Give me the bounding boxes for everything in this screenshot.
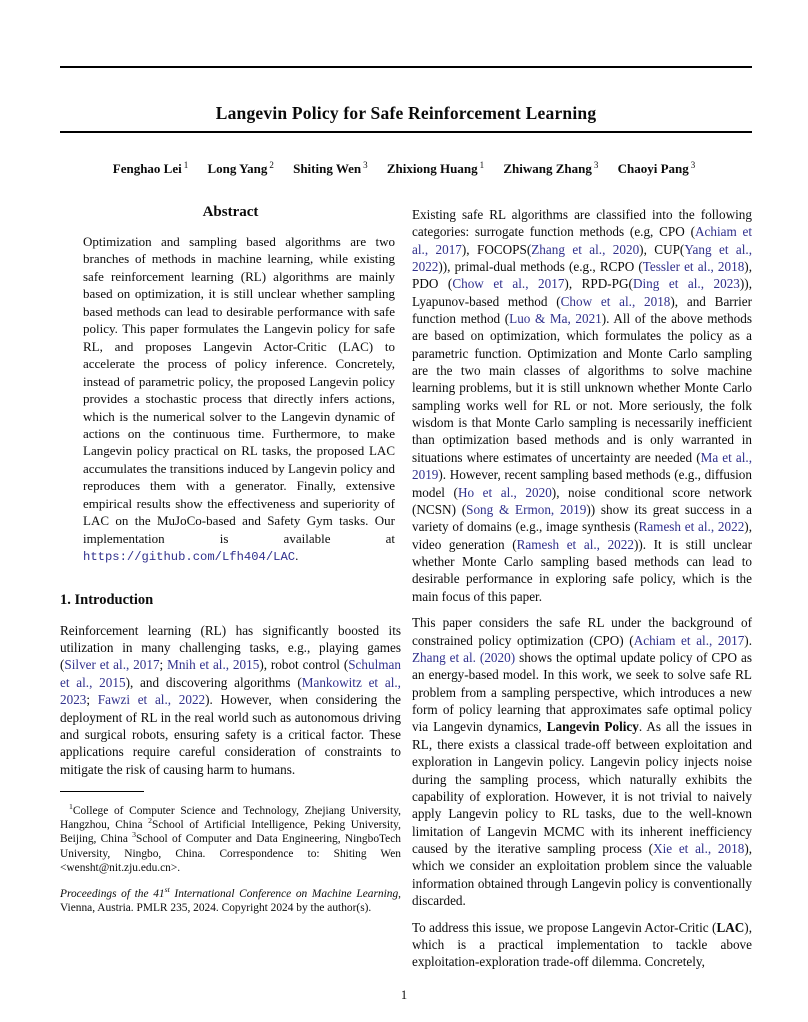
text-segment: ), which we consider an exploitation problem since the valuable information obtained through Langevin policy is conventionally discarded. [412, 840, 753, 908]
paragraph-to-address-this-issue [412, 919, 752, 971]
text-segment: ). [744, 632, 752, 648]
citation-link[interactable]: Zhang et al. (2020) [412, 650, 516, 666]
author-name: Chaoyi Pang [617, 161, 689, 177]
author [113, 161, 188, 176]
text-segment: )), primal-dual methods (e.g., RCPO ( [438, 259, 643, 275]
text-segment: 1 [69, 801, 73, 811]
page-number: 1 [400, 988, 408, 1002]
paragraph-this-paper-considers [412, 614, 752, 909]
title-rule-top [60, 66, 752, 68]
citation-link[interactable]: Ma et al., 2019 [412, 449, 752, 483]
author [387, 161, 484, 176]
author-name: Zhiwang Zhang [503, 161, 592, 177]
text-segment: This paper considers the safe RL under the background of constrained policy optimization (CPO) ( [412, 615, 752, 648]
text-segment: ), CUP( [639, 241, 685, 257]
text-segment: ), noise conditional score network (NCSN) ( [412, 484, 752, 517]
author-name: Long Yang [207, 161, 268, 177]
text-segment: ), FOCOPS( [461, 241, 532, 257]
text-segment: College of Computer Science and Technology, Zhejiang University, Hangzhou, China [60, 804, 401, 832]
text-segment: ), which is a practical implementation to tackle above exploitation-exploration trade-off dilemma. Concretely, [412, 919, 752, 970]
paragraph-existing-safe-rl [412, 206, 752, 605]
text-segment: LAC [716, 919, 745, 935]
text-segment: . [295, 548, 299, 564]
text-segment: ), and discovering algorithms ( [125, 674, 302, 690]
author-affiliation-sup: 3 [363, 160, 368, 170]
author-affiliation-sup: 1 [183, 160, 189, 170]
left-column [60, 204, 401, 927]
citation-link[interactable]: Xie et al., 2018 [653, 840, 745, 856]
section-heading-introduction: 1. Introduction [60, 591, 154, 608]
citation-link[interactable]: Mankowitz et al., 2023 [60, 674, 401, 708]
text-segment: International Conference on Machine Learning [169, 888, 399, 901]
author-name: Shiting Wen [293, 161, 362, 177]
text-segment: ). However, when considering the deployment of RL in the real world such as autonomous driving and surgical robots, ensuring safety is a critical factor. These applications require careful consideration of constraints to mitigate the risk of causing harm to humans. [60, 692, 402, 777]
author [207, 161, 273, 176]
text-segment: To address this issue, we propose Langevin Actor-Critic ( [412, 919, 717, 935]
text-segment: . As all the issues in RL, there exists a classical trade-off between exploitation and exploration in Langevin policy. Langevin policy injects noise during the sampling process, which naturally exhibits the capability of exploration. However, it is not trivial to naively apply Langevin policy to RL tasks, due to the well-known limitation of Langevin MCMC with its inherent inefficiency caused by the iterative sampling process ( [412, 719, 753, 856]
footnote-divider [60, 791, 144, 792]
footnote-proceedings [60, 887, 401, 916]
citation-link[interactable]: Chow et al., 2017 [452, 276, 565, 292]
author [503, 161, 598, 176]
abstract-text [83, 233, 395, 567]
text-segment: )). It is still unclear whether Monte Carlo sampling based methods can lead to desirable performance in exploring safe policy, which is the main focus of this paper. [412, 536, 752, 604]
text-segment: 3 [132, 830, 137, 840]
citation-link[interactable]: Chow et al., 2018 [560, 293, 671, 309]
text-segment: )), Lyapunov-based method ( [412, 276, 752, 309]
text-segment: Optimization and sampling based algorithms are two branches of methods in machine learning, while existing safe reinforcement learning (RL) algorithms are mainly based on optimization, it is still unclear whether sampling based methods can lead to desirable performance with safe policy. This paper formulates the Langevin policy for safe RL, and proposes Langevin Actor-Critic (LAC) to accelerate the process of policy inference. Concretely, instead of parametric policy, the proposed Langevin policy provides a stochastic process that directly infers actions, which is the numerical solver to the Langevin dynamic of actions on the continuous time. Furthermore, to make Langevin policy practical on RL tasks, the proposed LAC accumulates the transitions induced by Langevin policy and reproduces them with a generator. Finally, extensive empirical results show the effectiveness and superiority of LAC on the MuJoCo-based and Safety Gym tasks. Our implementation is available at [83, 234, 395, 546]
footnote-affiliations [60, 801, 401, 876]
citation-link[interactable]: Zhang et al., 2020 [531, 241, 640, 257]
text-segment: ), video generation ( [412, 519, 752, 552]
citation-link[interactable]: Ding et al., 2023 [632, 276, 740, 292]
text-segment: ), robot control ( [259, 657, 349, 673]
text-segment: ; [159, 657, 168, 673]
text-segment: Existing safe RL algorithms are classified into the following categories: surrogate function methods (e.g, CPO ( [412, 207, 752, 240]
author-name: Fenghao Lei [112, 161, 182, 177]
author-affiliation-sup: 1 [479, 160, 485, 170]
citation-link[interactable]: Achiam et al., 2017 [633, 632, 745, 648]
url-link[interactable]: https://github.com/Lfh404/LAC [83, 550, 296, 565]
authors-row [40, 160, 768, 177]
author-affiliation-sup: 3 [593, 160, 599, 170]
text-segment: )) show its great success in a variety of domains (e.g., image synthesis ( [412, 501, 753, 535]
introduction-paragraph [60, 622, 401, 778]
citation-link[interactable]: Fawzi et al., 2022 [97, 692, 206, 708]
text-segment: School of Computer and Data Engineering, NingboTech University, Ningbo, China. Correspondence to: Shiting Wen <wensht@nit.zju.edu.cn>. [60, 833, 401, 875]
text-segment: ). All of the above methods are based on optimization, which formulates the policy as a parametric function. Optimization and Monte Carlo sampling are the two main classes of algorithms to solve machine learning problems, but it is still unknown whether Monte Carlo sampling works well for RL or not. More seriously, the folk wisdom is that Monte Carlo sampling is necessarily inefficient than optimization based methods and is only warranted in situations where estimates of uncertainty are needed ( [412, 311, 752, 465]
author [618, 161, 696, 176]
text-segment: ), and Barrier function method ( [412, 293, 752, 327]
text-segment: ), PDO ( [412, 259, 752, 292]
right-column [412, 206, 752, 980]
text-segment: st [164, 885, 170, 895]
author-affiliation-sup: 3 [690, 160, 696, 170]
text-segment: ; [86, 692, 98, 708]
citation-link[interactable]: Ramesh et al., 2022 [638, 519, 745, 535]
citation-link[interactable]: Song & Ermon, 2019 [466, 501, 587, 517]
author-affiliation-sup: 2 [269, 160, 274, 170]
text-segment: Proceedings of the 41 [60, 888, 165, 901]
citation-link[interactable]: Yang et al., 2022 [412, 241, 752, 275]
citation-link[interactable]: Ramesh et al., 2022 [516, 536, 634, 552]
text-segment: ), RPD-PG( [564, 276, 633, 292]
paper-title: Langevin Policy for Safe Reinforcement Learning [215, 102, 597, 123]
text-segment: shows the optimal update policy of CPO as an energy-based model. In this work, we seek to solve safe RL problem from a sampling perspective, which introduces a new form of policy learning that approximates safe optimal policy via Langevin dynamics, [412, 650, 752, 735]
citation-link[interactable]: Mnih et al., 2015 [167, 657, 260, 673]
text-segment: Langevin Policy [546, 719, 639, 735]
author [293, 161, 368, 176]
citation-link[interactable]: Tessler et al., 2018 [642, 259, 745, 275]
citation-link[interactable]: Achiam et al., 2017 [412, 224, 753, 257]
text-segment: ). However, recent sampling based methods (e.g., diffusion model ( [412, 467, 752, 500]
text-segment: School of Artificial Intelligence, Peking University, Beijing, China [60, 819, 401, 846]
title-rule-bottom [60, 131, 752, 133]
citation-link[interactable]: Ho et al., 2020 [457, 484, 552, 500]
text-segment: , Vienna, Austria. PMLR 235, 2024. Copyright 2024 by the author(s). [60, 888, 401, 915]
text-segment: Reinforcement learning (RL) has significantly boosted its utilization in many challenging tasks, e.g., playing games ( [60, 622, 401, 673]
text-segment: 2 [148, 816, 153, 826]
citation-link[interactable]: Silver et al., 2017 [64, 657, 160, 673]
citation-link[interactable]: Schulman et al., 2015 [60, 657, 401, 690]
abstract-heading: Abstract [202, 204, 259, 220]
citation-link[interactable]: Luo & Ma, 2021 [509, 311, 602, 327]
author-name: Zhixiong Huang [386, 161, 478, 177]
